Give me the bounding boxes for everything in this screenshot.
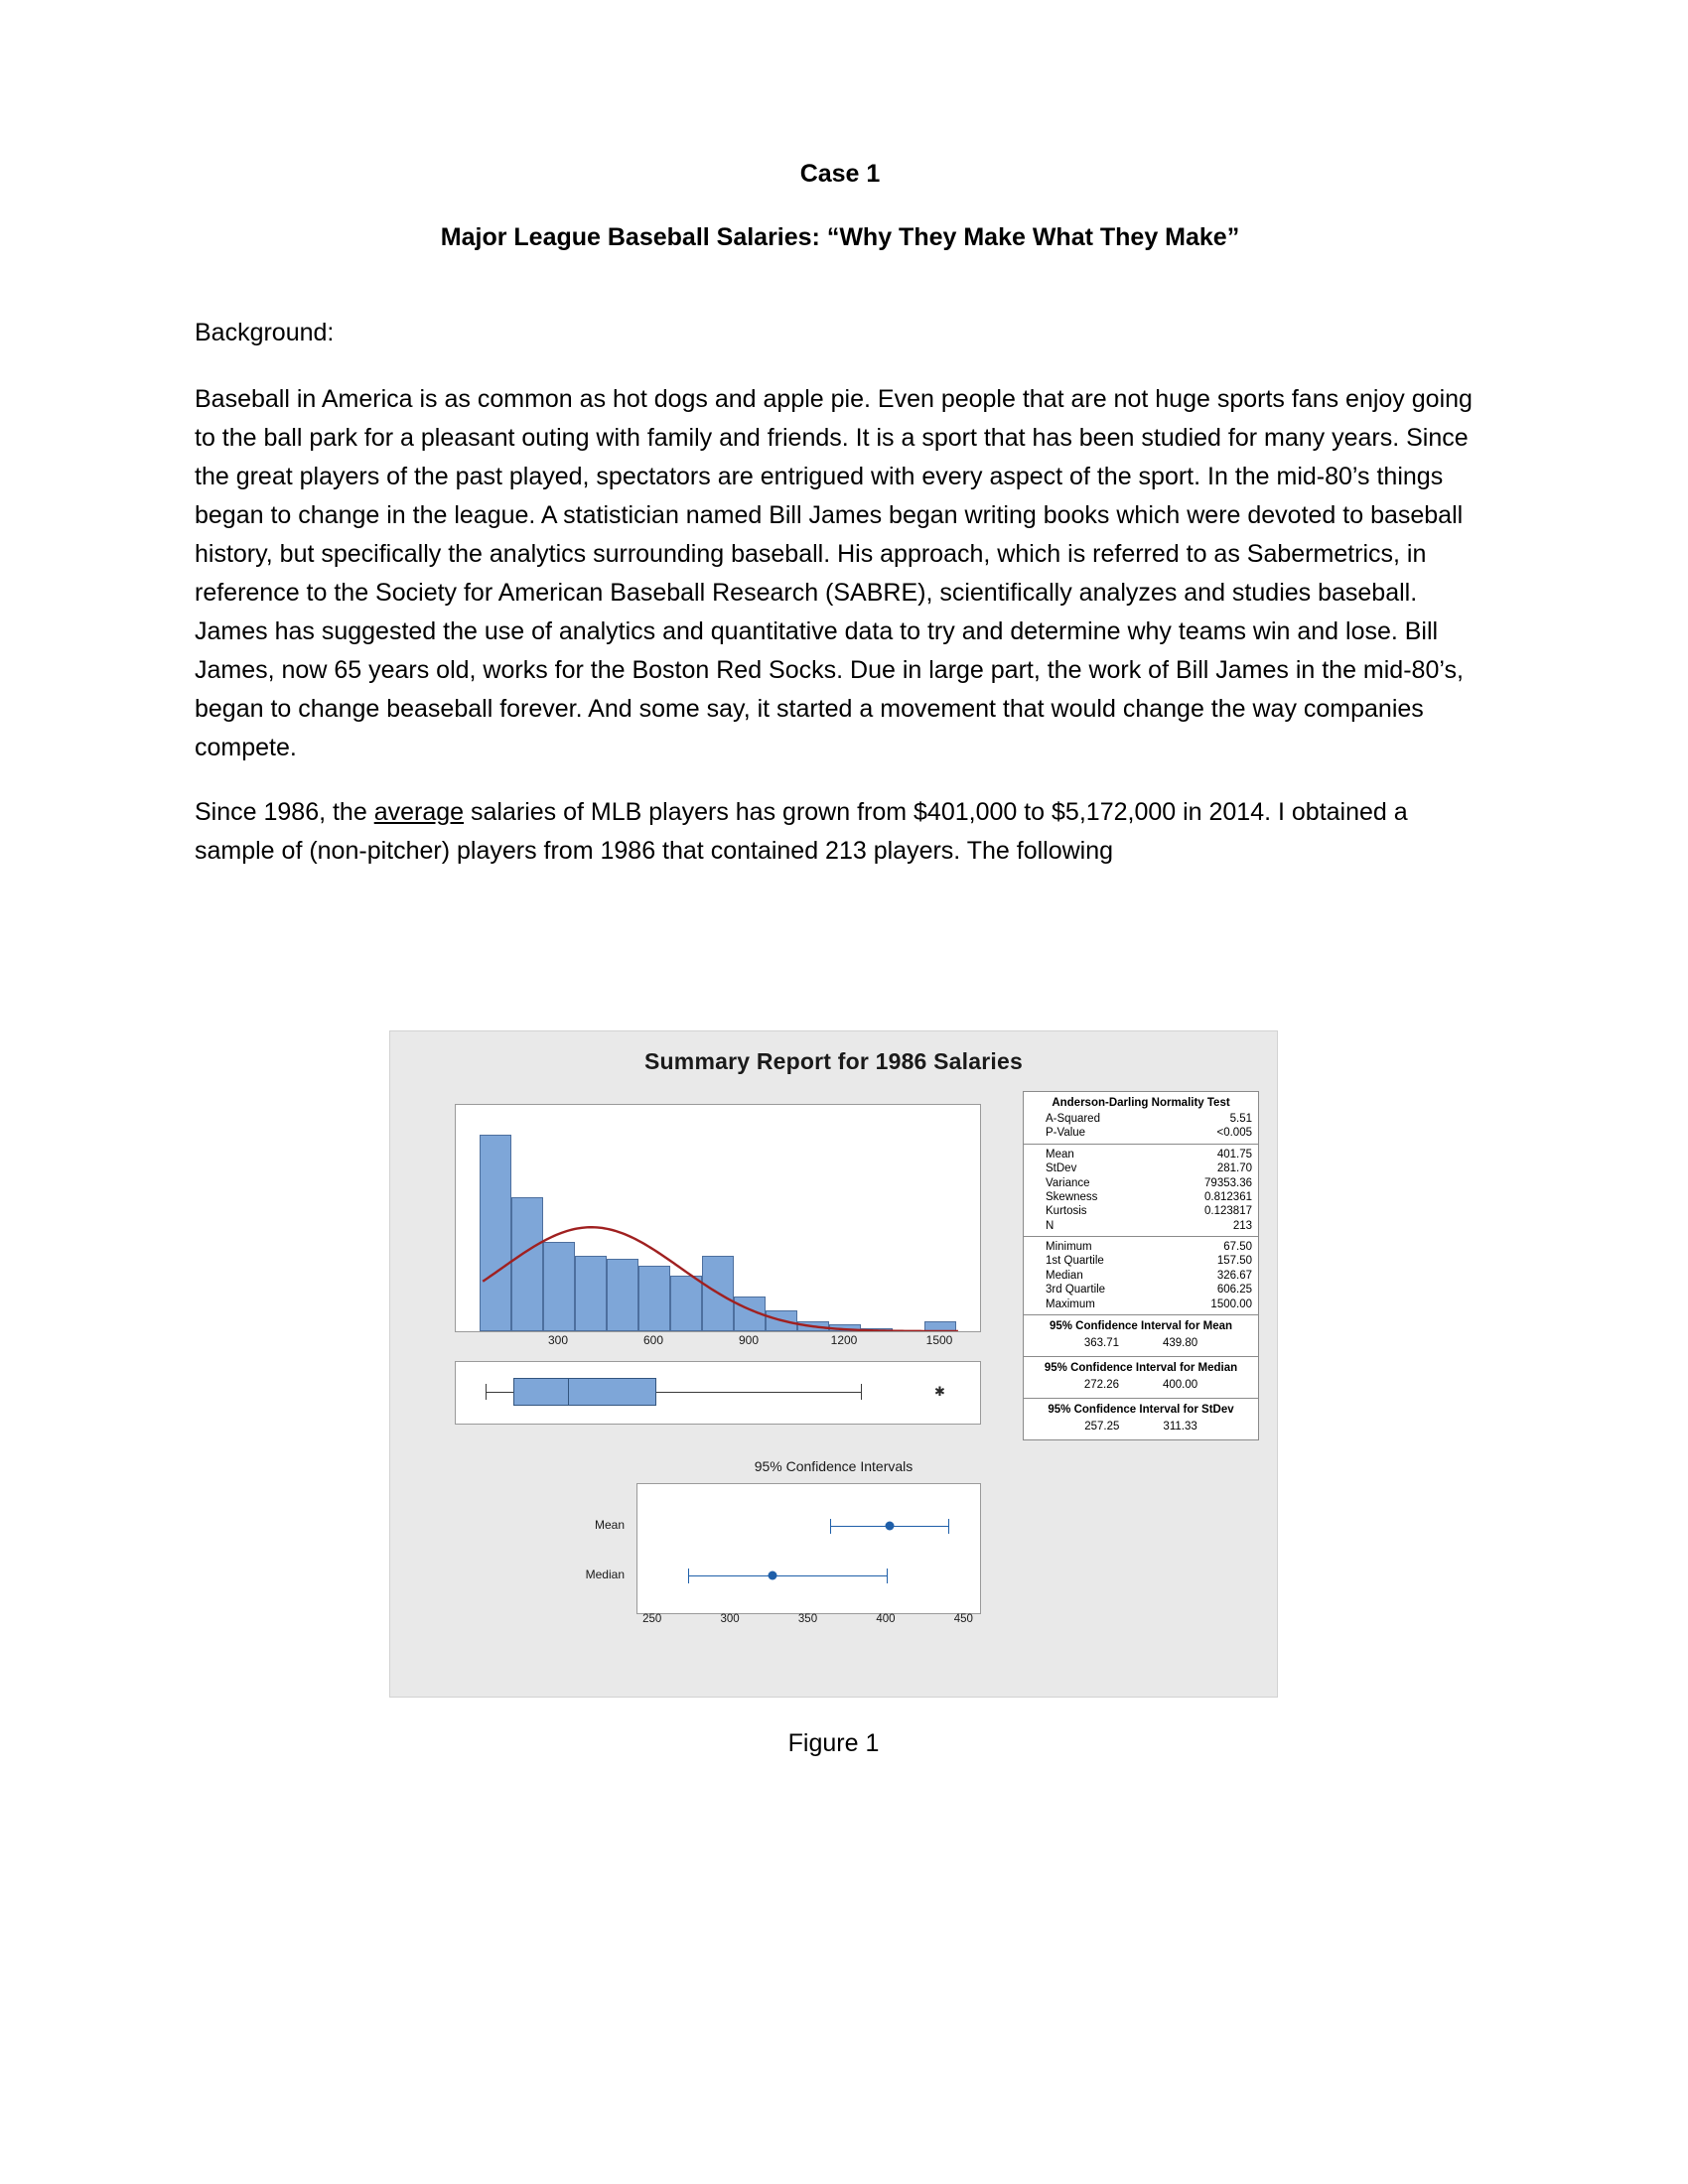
chart-title: Summary Report for 1986 Salaries bbox=[644, 1048, 1023, 1074]
ci-stdev-title: 95% Confidence Interval for StDev bbox=[1048, 1403, 1234, 1416]
stat-label: StDev bbox=[1046, 1162, 1077, 1175]
stat-row bbox=[1024, 1161, 1258, 1175]
stat-label: A-Squared bbox=[1046, 1113, 1100, 1125]
summary-report bbox=[389, 1030, 1278, 1698]
stat-label: Mean bbox=[1046, 1148, 1074, 1160]
boxplot-median-line bbox=[568, 1378, 569, 1406]
stat-row bbox=[1024, 1190, 1258, 1204]
normality-test-title: Anderson-Darling Normality Test bbox=[1052, 1097, 1230, 1109]
axis-tick-label: 300 bbox=[720, 1613, 740, 1625]
stat-value: 213 bbox=[1232, 1219, 1252, 1232]
ci-median-high: 400.00 bbox=[1163, 1378, 1198, 1391]
axis-tick-label: 250 bbox=[642, 1613, 662, 1625]
document-subtitle: Major League Baseball Salaries: “Why They Make What They Make” bbox=[440, 223, 1240, 251]
stat-label: Maximum bbox=[1046, 1297, 1095, 1310]
stat-value: 281.70 bbox=[1216, 1162, 1252, 1175]
histogram-bar bbox=[480, 1135, 511, 1331]
boxplot-box bbox=[513, 1378, 656, 1406]
histogram-bar bbox=[638, 1266, 670, 1331]
stat-row bbox=[1024, 1297, 1258, 1311]
stat-row bbox=[1024, 1219, 1258, 1233]
axis-tick-label: 900 bbox=[738, 1333, 760, 1347]
stat-row bbox=[1024, 1126, 1258, 1140]
ci-stdev-values bbox=[1024, 1419, 1258, 1436]
stat-row bbox=[1024, 1176, 1258, 1190]
paragraph-salaries-pre: Since 1986, the bbox=[195, 797, 374, 826]
axis-tick-label: 350 bbox=[797, 1613, 818, 1625]
stat-row bbox=[1024, 1240, 1258, 1254]
histogram-x-axis bbox=[455, 1330, 979, 1354]
stat-row bbox=[1024, 1283, 1258, 1297]
stat-label: Minimum bbox=[1046, 1241, 1092, 1253]
stat-label: Variance bbox=[1046, 1176, 1090, 1189]
ci-stdev-high: 311.33 bbox=[1163, 1420, 1197, 1433]
paragraph-salaries-emphasis: average bbox=[373, 797, 465, 826]
histogram-bar bbox=[702, 1256, 734, 1331]
stat-row bbox=[1024, 1204, 1258, 1218]
paragraph-salaries-post: salaries of MLB players has grown from $401,000 to $5,172,000 in 2014. I obtained a sample of (non-pitcher) players from 1986 that contained 213 players. The following bbox=[195, 797, 1408, 865]
stat-label: N bbox=[1046, 1219, 1055, 1232]
boxplot-panel bbox=[455, 1361, 981, 1425]
stat-value: 326.67 bbox=[1216, 1269, 1252, 1282]
ci-interval-cap bbox=[887, 1569, 888, 1583]
axis-tick-label: 300 bbox=[547, 1333, 569, 1347]
stat-value: 1500.00 bbox=[1210, 1297, 1252, 1310]
stat-value: 67.50 bbox=[1223, 1241, 1252, 1253]
boxplot-whisker-low-cap bbox=[486, 1384, 487, 1400]
stat-label: P-Value bbox=[1046, 1127, 1086, 1140]
histogram-bar bbox=[511, 1197, 543, 1331]
axis-tick-label: 1200 bbox=[830, 1333, 858, 1347]
ci-interval-line bbox=[688, 1575, 887, 1576]
ci-plot-title: 95% Confidence Intervals bbox=[754, 1458, 914, 1474]
stat-label: Skewness bbox=[1046, 1190, 1098, 1203]
stat-value: 79353.36 bbox=[1204, 1176, 1252, 1189]
stat-value: 5.51 bbox=[1229, 1113, 1252, 1125]
ci-median-title: 95% Confidence Interval for Median bbox=[1044, 1361, 1238, 1374]
ci-row-label: Median bbox=[585, 1568, 625, 1581]
stat-value: 0.812361 bbox=[1204, 1190, 1252, 1203]
figure-1 bbox=[389, 1030, 1278, 1698]
ci-median-low: 272.26 bbox=[1083, 1378, 1119, 1391]
histogram-bar bbox=[766, 1310, 797, 1331]
stat-value: 401.75 bbox=[1216, 1148, 1252, 1160]
ci-point-estimate bbox=[885, 1522, 894, 1531]
ci-mean-title: 95% Confidence Interval for Mean bbox=[1049, 1319, 1233, 1332]
stat-row bbox=[1024, 1148, 1258, 1161]
histogram-panel bbox=[455, 1104, 981, 1332]
ci-interval-cap bbox=[948, 1519, 949, 1534]
ci-mean-section bbox=[1024, 1315, 1258, 1357]
boxplot-whisker-high-cap bbox=[861, 1384, 862, 1400]
stat-row bbox=[1024, 1254, 1258, 1268]
axis-tick-label: 1500 bbox=[925, 1333, 953, 1347]
ci-plot-panel bbox=[636, 1483, 981, 1614]
statistics-panel bbox=[1023, 1091, 1259, 1440]
stat-label: 1st Quartile bbox=[1046, 1255, 1104, 1268]
document-body bbox=[195, 159, 1485, 896]
histogram-bar bbox=[575, 1256, 607, 1331]
stat-value: 606.25 bbox=[1216, 1284, 1252, 1297]
histogram-bar bbox=[607, 1259, 638, 1331]
stat-label: Median bbox=[1046, 1269, 1083, 1282]
ci-median-section bbox=[1024, 1357, 1258, 1399]
case-title: Case 1 bbox=[799, 160, 881, 188]
paragraph-background: Baseball in America is as common as hot dogs and apple pie. Even people that are not huge sports fans enjoy going to the ball park for a pleasant outing with family and friends. It is a sport that has been studied for many years. Since the great players of the past played, spectators are entrigued with every aspect of the sport. In the mid-80’s things began to change in the league. A statistician named Bill James began writing books which were devoted to baseball history, but specifically the analytics surrounding baseball. His approach, which is referred to as Sabermetrics, in reference to the Society for American Baseball Research (SABRE), scientifically analyzes and studies baseball. James has suggested the use of analytics and quantitative data to try and determine why teams win and lose. Bill James, now 65 years old, works for the Boston Red Socks. Due in large part, the work of Bill James in the mid-80’s, began to change beaseball forever. And some say, it started a movement that would change the way companies compete. bbox=[195, 384, 1473, 761]
axis-tick-label: 400 bbox=[876, 1613, 896, 1625]
stat-value: 0.123817 bbox=[1204, 1205, 1252, 1218]
figure-caption: Figure 1 bbox=[787, 1729, 880, 1757]
background-heading: Background: bbox=[195, 319, 335, 346]
axis-tick-label: 600 bbox=[642, 1333, 664, 1347]
ci-median-values bbox=[1024, 1377, 1258, 1395]
ci-stdev-low: 257.25 bbox=[1084, 1420, 1120, 1433]
ci-mean-high: 439.80 bbox=[1163, 1336, 1198, 1349]
normality-test-section bbox=[1024, 1092, 1258, 1145]
ci-row-label: Mean bbox=[594, 1518, 625, 1532]
ci-plot-labels bbox=[537, 1483, 633, 1612]
paragraph-salaries bbox=[195, 793, 1485, 871]
stat-label: Kurtosis bbox=[1046, 1205, 1087, 1218]
stat-row bbox=[1024, 1269, 1258, 1283]
stat-row bbox=[1024, 1112, 1258, 1126]
stat-label: 3rd Quartile bbox=[1046, 1284, 1106, 1297]
ci-stdev-section bbox=[1024, 1399, 1258, 1439]
histogram-bar bbox=[543, 1242, 575, 1331]
histogram-bars bbox=[464, 1123, 972, 1331]
histogram-bar bbox=[670, 1276, 702, 1331]
descriptive-stats-section bbox=[1024, 1145, 1258, 1237]
quartile-stats-section bbox=[1024, 1237, 1258, 1315]
histogram-bar bbox=[734, 1297, 766, 1331]
boxplot-outlier-marker: ✱ bbox=[934, 1384, 945, 1399]
ci-mean-low: 363.71 bbox=[1083, 1336, 1119, 1349]
axis-tick-label: 450 bbox=[953, 1613, 973, 1625]
stat-value: 157.50 bbox=[1216, 1255, 1252, 1268]
ci-interval-cap bbox=[830, 1519, 831, 1534]
stat-value: <0.005 bbox=[1216, 1127, 1252, 1140]
ci-plot-x-axis bbox=[636, 1613, 979, 1633]
ci-mean-values bbox=[1024, 1335, 1258, 1353]
ci-point-estimate bbox=[768, 1571, 776, 1580]
ci-interval-cap bbox=[688, 1569, 689, 1583]
